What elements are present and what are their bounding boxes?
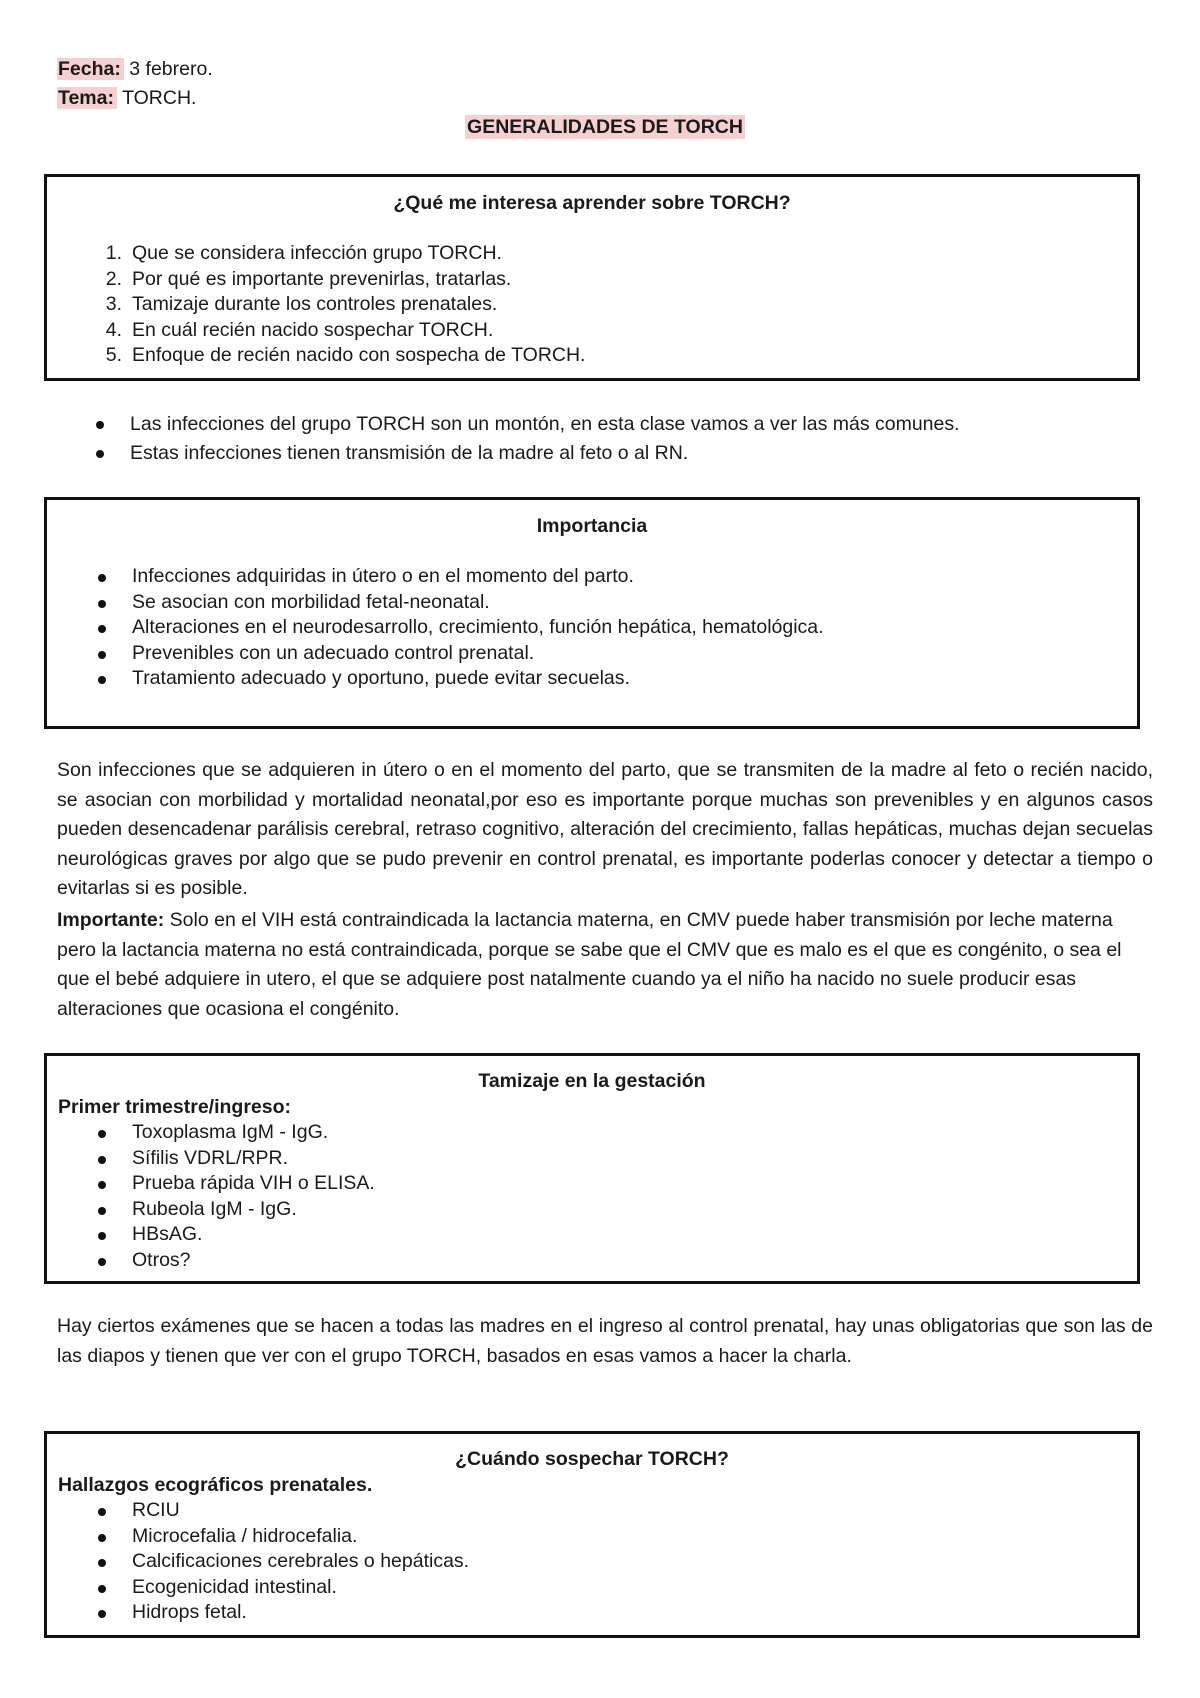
list-item: Se asocian con morbilidad fetal-neonatal. <box>47 590 1137 616</box>
list-item: HBsAG. <box>47 1222 1137 1248</box>
suspicion-title: ¿Cuándo sospechar TORCH? <box>455 1448 729 1470</box>
list-number: 1. <box>105 242 122 264</box>
learning-goals-box <box>44 174 1140 381</box>
important-note-paragraph <box>57 906 1153 1024</box>
list-number: 5. <box>105 344 122 367</box>
screening-box <box>44 1053 1140 1284</box>
list-text: En cuál recién nacido sospechar TORCH. <box>132 318 494 341</box>
list-item: Rubeola IgM - IgG. <box>47 1197 1137 1223</box>
list-item <box>47 318 1137 344</box>
date-value: 3 febrero. <box>123 58 213 80</box>
screening-title: Tamizaje en la gestación <box>478 1070 706 1092</box>
list-item: Las infecciones del grupo TORCH son un montón, en esta clase vamos a ver las más comunes. <box>42 410 1152 439</box>
list-item: Tratamiento adecuado y oportuno, puede evitar secuelas. <box>47 666 1137 692</box>
date-label: Fecha: <box>57 58 124 80</box>
suspicion-list <box>47 1498 1137 1626</box>
topic-value: TORCH. <box>117 87 197 109</box>
learning-goals-list <box>47 241 1137 369</box>
list-item: Toxoplasma IgM - IgG. <box>47 1120 1137 1146</box>
list-item: Ecogenicidad intestinal. <box>47 1575 1137 1601</box>
explanation-paragraph: Son infecciones que se adquieren in útero o en el momento del parto, que se transmiten de la madre al feto o recién nacido, se asocian con morbilidad y mortalidad neonatal,por eso es importante porque muchas son prevenibles y en algunos casos pueden desencadenar parálisis cerebral, retraso cognitivo, alteración del crecimiento, fallas hepáticas, muchas dejan secuelas neurológicas graves por algo que se pudo prevenir en control prenatal, es importante poderlas conocer y detectar a tiempo o evitarlas si es posible. <box>57 759 1153 899</box>
date-line <box>57 55 213 83</box>
screening-list <box>47 1120 1137 1274</box>
document-title <box>0 113 1200 141</box>
importance-title: Importancia <box>536 515 648 537</box>
list-item <box>47 241 1137 267</box>
list-text: Enfoque de recién nacido con sospecha de TORCH. <box>132 344 586 367</box>
list-item: Prueba rápida VIH o ELISA. <box>47 1171 1137 1197</box>
list-item: RCIU <box>47 1498 1137 1524</box>
learning-goals-title: ¿Qué me interesa aprender sobre TORCH? <box>393 192 791 214</box>
list-text: Que se considera infección grupo TORCH. <box>132 242 502 264</box>
list-item: Infecciones adquiridas in útero o en el momento del parto. <box>47 564 1137 590</box>
list-text: Tamizaje durante los controles prenatales. <box>132 293 498 316</box>
list-item <box>47 343 1137 369</box>
importance-list <box>47 564 1137 692</box>
list-item: Otros? <box>47 1248 1137 1274</box>
list-item: Sífilis VDRL/RPR. <box>47 1146 1137 1172</box>
list-item: Hidrops fetal. <box>47 1600 1137 1626</box>
list-number: 2. <box>105 267 122 290</box>
list-item: Alteraciones en el neurodesarrollo, crecimiento, función hepática, hematológica. <box>47 615 1137 641</box>
important-note-label: Importante: <box>57 909 165 931</box>
topic-line <box>57 84 196 112</box>
importance-box <box>44 497 1140 729</box>
list-item <box>47 267 1137 293</box>
list-number: 3. <box>105 293 122 316</box>
list-item: Microcefalia / hidrocefalia. <box>47 1524 1137 1550</box>
screening-subtitle: Primer trimestre/ingreso: <box>58 1096 292 1118</box>
important-note-text: Solo en el VIH está contraindicada la lactancia materna, en CMV puede haber transmisión por leche materna pero la lactancia materna no está contraindicada, porque se sabe que el CMV que es malo es el que es congénito, o sea el que el bebé adquiere in utero, el que se adquiere post natalmente cuando ya el niño ha nacido no suele producir esas alteraciones que ocasiona el congénito. <box>57 909 1122 1020</box>
topic-label: Tema: <box>57 87 117 109</box>
document-title-text: GENERALIDADES DE TORCH <box>467 116 743 138</box>
list-item: Estas infecciones tienen transmisión de la madre al feto o al RN. <box>42 439 1152 468</box>
suspicion-subtitle: Hallazgos ecográficos prenatales. <box>58 1474 373 1496</box>
intro-bullet-list <box>42 410 1152 468</box>
list-text: Por qué es importante prevenirlas, tratarlas. <box>132 267 512 290</box>
list-item <box>47 292 1137 318</box>
suspicion-box <box>44 1431 1140 1638</box>
list-item: Prevenibles con un adecuado control prenatal. <box>47 641 1137 667</box>
exams-paragraph: Hay ciertos exámenes que se hacen a todas las madres en el ingreso al control prenatal, hay unas obligatorias que son las de las diapos y tienen que ver con el grupo TORCH, basados en esas vamos a hacer la charla. <box>57 1315 1153 1367</box>
list-number: 4. <box>105 318 122 341</box>
list-item: Calcificaciones cerebrales o hepáticas. <box>47 1549 1137 1575</box>
